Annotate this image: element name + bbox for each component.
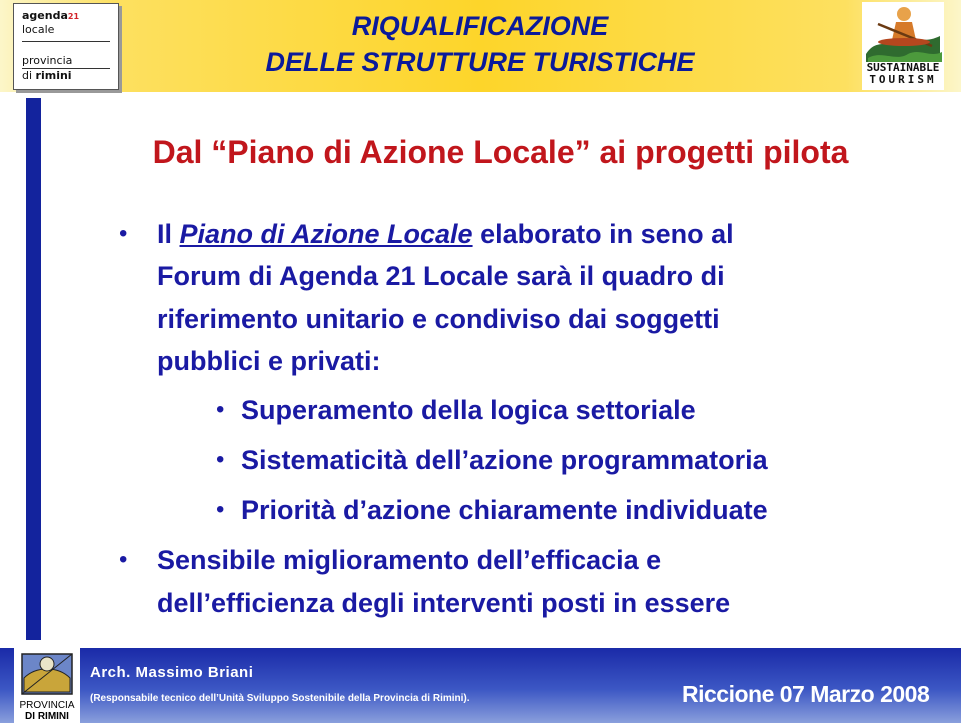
logo-di-text: di bbox=[22, 69, 36, 82]
sub-bullet-dot: • bbox=[216, 396, 225, 423]
logo-locale-text: locale bbox=[22, 23, 55, 36]
bullet-dot: • bbox=[119, 220, 128, 247]
footer-date: Riccione 07 Marzo 2008 bbox=[682, 681, 930, 707]
sustainable-tourism-logo bbox=[862, 2, 944, 90]
footer-author: Arch. Massimo Briani bbox=[90, 664, 254, 681]
logo-dirimini-label: DI RIMINI bbox=[25, 711, 69, 722]
sub-bullet-dot: • bbox=[216, 496, 225, 523]
bullet-1-line1 bbox=[157, 213, 734, 255]
agenda21-logo bbox=[13, 3, 119, 90]
provincia-rimini-logo bbox=[14, 648, 80, 723]
header-title-line1: RIQUALIFICAZIONE bbox=[351, 11, 609, 41]
logo-tourism-text: TOURISM bbox=[869, 73, 937, 86]
bullet-2-line2: dell’efficienza degli interventi posti in essere bbox=[157, 588, 731, 618]
bullet-1-line3: riferimento unitario e condiviso dai soggetti bbox=[157, 304, 720, 334]
bullet-1-rest: elaborato in seno al bbox=[472, 219, 734, 249]
slide-heading: Dal “Piano di Azione Locale” ai progetti pilota bbox=[152, 134, 849, 170]
bullet-1-line2: Forum di Agenda 21 Locale sarà il quadro di bbox=[157, 261, 725, 291]
left-accent-bar bbox=[26, 98, 41, 640]
logo-provincia-label: PROVINCIA bbox=[19, 700, 75, 711]
sub-bullet-1: Superamento della logica settoriale bbox=[241, 395, 696, 425]
logo-rimini-text: rimini bbox=[35, 69, 72, 82]
provincia-crest-icon bbox=[14, 648, 80, 700]
logo-21-text: 21 bbox=[67, 12, 80, 21]
header-band bbox=[0, 0, 961, 92]
piano-azione-link[interactable]: Piano di Azione Locale bbox=[179, 219, 473, 249]
bullet-1-prefix: Il bbox=[157, 219, 180, 249]
sub-bullet-dot: • bbox=[216, 446, 225, 473]
logo-divider bbox=[22, 41, 110, 42]
footer-role: (Responsabile tecnico dell’Unità Sviluppo Sostenibile della Provincia di Rimini). bbox=[90, 693, 470, 704]
bullet-2-line1: Sensibile miglioramento dell’efficacia e bbox=[157, 545, 662, 575]
sub-bullet-2: Sistematicità dell’azione programmatoria bbox=[241, 445, 768, 475]
header-title-line2: DELLE STRUTTURE TURISTICHE bbox=[265, 47, 695, 77]
logo-provincia-text: provincia bbox=[22, 54, 73, 67]
bullet-dot: • bbox=[119, 546, 128, 573]
footer-band bbox=[0, 648, 961, 723]
logo-agenda-text: agenda bbox=[22, 9, 68, 22]
sub-bullet-3: Priorità d’azione chiaramente individuate bbox=[241, 495, 768, 525]
bullet-1-line4: pubblici e privati: bbox=[157, 346, 381, 376]
header-title bbox=[200, 8, 760, 80]
logo-sustainable-text: SUSTAINABLE bbox=[866, 61, 940, 74]
